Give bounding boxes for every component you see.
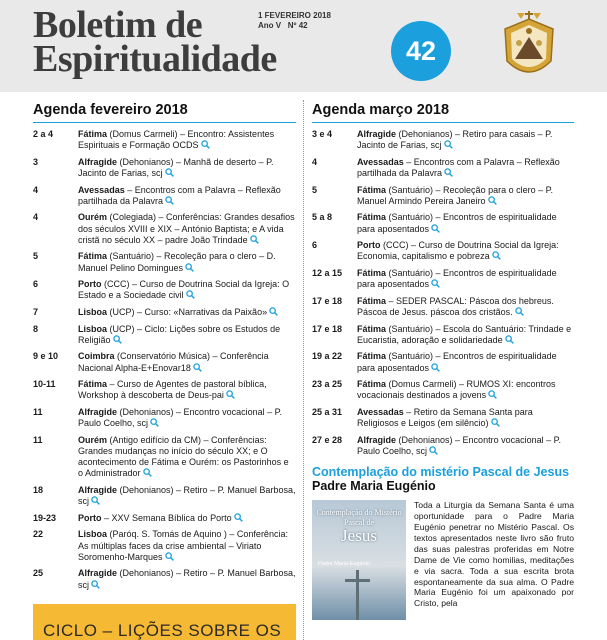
entry-text: (Dehonianos) – Encontro vocacional – P. Paulo Coelho, scj bbox=[78, 406, 282, 429]
issue-date: 1 FEVEREIRO 2018 bbox=[258, 11, 331, 20]
entry-text: (Colegiada) – Conferências: Grandes desafios dos séculos XVIII e XIX – António Baptista; e A vida cristã no século XX – padre João Trindade bbox=[78, 212, 295, 245]
entry-place: Lisboa bbox=[78, 529, 108, 540]
zoom-link-icon[interactable] bbox=[143, 468, 152, 477]
entry-date: 25 bbox=[33, 568, 44, 579]
agenda-entry bbox=[33, 407, 296, 429]
cycle-banner bbox=[33, 604, 296, 640]
book-cover-title bbox=[316, 508, 402, 545]
book-description: Toda a Liturgia da Semana Santa é uma oportunidade para o Padre Maria Eugénio penetrar no Mistério Pascal. Os textos apresentados neste livro são fruto das suas palestras proferidas em Notre Dame de Vie como homilias, meditações e via sacra. Toda a sua escrita brota espontaneamente da sua alma. O Padre Maria Eugénio foi um apaixonado por Cristo, pela bbox=[414, 500, 574, 609]
entry-place: Avessadas bbox=[357, 156, 404, 167]
entry-description bbox=[78, 379, 296, 401]
entry-date: 8 bbox=[33, 323, 39, 334]
zoom-link-icon[interactable] bbox=[515, 307, 524, 316]
zoom-link-icon[interactable] bbox=[150, 418, 159, 427]
entry-text: (Domus Carmeli) – RUMOS XI: encontros vocacionais destinados a jovens bbox=[357, 379, 556, 401]
entry-description bbox=[78, 324, 296, 346]
entry-date: 4 bbox=[33, 184, 39, 195]
entry-text: (Santuário) – Recoleção para o clero – P. Manuel Armindo Pereira Janeiro bbox=[357, 184, 553, 206]
zoom-link-icon[interactable] bbox=[165, 196, 174, 205]
entry-text: – Curso de Agentes de pastoral bíblica, Workshop à descoberta de Deus-pai bbox=[78, 379, 267, 401]
entry-text: (Santuário) – Recoleção para o clero – D. Manuel Pelino Domingues bbox=[78, 251, 276, 273]
newsletter-title bbox=[33, 4, 277, 80]
masthead bbox=[0, 0, 607, 92]
entry-place: Fátima bbox=[78, 379, 108, 390]
agenda-entry bbox=[33, 307, 296, 318]
entry-text: (Dehonianos) – Encontro vocacional – P. Paulo Coelho, scj bbox=[357, 434, 561, 456]
entry-place: Lisboa bbox=[78, 306, 108, 317]
entry-text: (CCC) – Curso de Doutrina Social da Igreja: O Estado e a Sociedade civil bbox=[78, 279, 290, 301]
zoom-link-icon[interactable] bbox=[429, 446, 438, 455]
entry-date: 17 e 18 bbox=[312, 295, 343, 306]
entry-text: (Dehonianos) – Manhã de deserto – P. Jacinto de Farias, scj bbox=[78, 156, 274, 178]
entry-text: (Santuário) – Encontros de espiritualidade para aposentados bbox=[357, 267, 557, 290]
entry-place: Alfragide bbox=[78, 156, 118, 167]
entry-text: (Dehonianos) – Retiro – P. Manuel Barbosa, scj bbox=[78, 484, 296, 507]
entry-date: 11 bbox=[33, 434, 43, 445]
entry-date: 3 e 4 bbox=[312, 129, 333, 139]
entry-description bbox=[78, 157, 296, 179]
zoom-link-icon[interactable] bbox=[193, 363, 202, 372]
cross-icon bbox=[356, 570, 359, 620]
zoom-link-icon[interactable] bbox=[269, 307, 278, 316]
entry-date: 6 bbox=[33, 279, 39, 290]
entry-date: 12 a 15 bbox=[312, 267, 343, 278]
entry-place: Avessadas bbox=[78, 184, 125, 195]
agenda-entry bbox=[312, 407, 574, 429]
agenda-entry bbox=[312, 324, 574, 346]
entry-text: (Santuário) – Encontros de espiritualidade para aposentados bbox=[357, 351, 557, 373]
entry-date: 25 a 31 bbox=[312, 406, 343, 417]
entry-description bbox=[357, 129, 574, 151]
cycle-banner-text: CICLO – LIÇÕES SOBRE OS bbox=[43, 621, 282, 640]
entry-description bbox=[357, 157, 574, 179]
agenda-entry bbox=[33, 513, 296, 524]
entry-description bbox=[78, 513, 296, 524]
entry-text: (Santuário) – Encontros de espiritualidade para aposentados bbox=[357, 212, 557, 234]
entry-place: Lisboa bbox=[78, 323, 108, 334]
zoom-link-icon[interactable] bbox=[113, 335, 122, 344]
agenda-entry bbox=[312, 268, 574, 290]
agenda-entry bbox=[33, 129, 296, 151]
book-cover-title-big: Jesus bbox=[341, 526, 377, 546]
entry-place: Alfragide bbox=[78, 484, 118, 495]
agenda-entry bbox=[33, 185, 296, 207]
entry-description bbox=[357, 296, 574, 318]
entry-place: Coimbra bbox=[78, 351, 115, 362]
zoom-link-icon[interactable] bbox=[444, 140, 453, 149]
entry-place: Porto bbox=[357, 240, 381, 251]
entry-description bbox=[357, 351, 574, 373]
agenda-entry bbox=[33, 279, 296, 301]
title-line-1: Boletim de bbox=[33, 4, 203, 46]
zoom-link-icon[interactable] bbox=[431, 363, 440, 372]
book-author: Padre Maria Eugénio bbox=[312, 479, 436, 494]
entry-date: 9 e 10 bbox=[33, 351, 59, 362]
agenda-entry bbox=[312, 240, 574, 262]
entry-text: – Encontros com a Palavra – Reflexão partilhada da Palavra bbox=[78, 184, 281, 206]
entry-date: 2 a 4 bbox=[33, 129, 54, 139]
entry-place: Fátima bbox=[357, 295, 387, 306]
entry-description bbox=[357, 324, 574, 346]
entry-place: Avessadas bbox=[357, 406, 404, 417]
agenda-entry bbox=[33, 379, 296, 401]
book-cover-title-top: Contemplação do Mistério Pascal de bbox=[316, 508, 402, 527]
zoom-link-icon[interactable] bbox=[185, 263, 194, 272]
issue-year-number bbox=[258, 21, 331, 31]
agenda-february-title: Agenda fevereiro 2018 bbox=[33, 102, 188, 118]
entry-text: (Domus Carmeli) – Encontro: Assistentes Espirituais e Formação OCDS bbox=[78, 129, 275, 151]
entry-place: Fátima bbox=[357, 351, 387, 362]
zoom-link-icon[interactable] bbox=[165, 552, 174, 561]
entry-description bbox=[78, 435, 296, 480]
book-cover-author: Padre Maria-Eugénio bbox=[318, 561, 370, 568]
agenda-entry bbox=[33, 435, 296, 480]
entry-place: Fátima bbox=[357, 267, 387, 278]
zoom-link-icon[interactable] bbox=[250, 235, 259, 244]
agenda-entry bbox=[312, 379, 574, 401]
entry-place: Ourém bbox=[78, 212, 108, 223]
entry-date: 18 bbox=[33, 484, 44, 495]
entry-description bbox=[78, 185, 296, 207]
agenda-february-list bbox=[33, 129, 296, 591]
entry-description bbox=[357, 185, 574, 207]
entry-place: Fátima bbox=[78, 251, 108, 262]
zoom-link-icon[interactable] bbox=[165, 168, 174, 177]
entry-description bbox=[78, 212, 296, 246]
agenda-entry bbox=[312, 157, 574, 179]
agenda-entry bbox=[312, 212, 574, 234]
entry-date: 4 bbox=[33, 212, 39, 223]
agenda-march-title: Agenda março 2018 bbox=[312, 102, 450, 118]
agenda-entry bbox=[33, 351, 296, 373]
agenda-entry bbox=[33, 568, 296, 590]
zoom-link-icon[interactable] bbox=[201, 140, 210, 149]
zoom-link-icon[interactable] bbox=[491, 418, 500, 427]
entry-text: (Dehonianos) – Retiro – P. Manuel Barbosa, scj bbox=[78, 568, 296, 590]
entry-place: Alfragide bbox=[78, 406, 118, 417]
entry-text: – XXV Semana Bíblica do Porto bbox=[101, 512, 232, 523]
agenda-entry bbox=[33, 529, 296, 563]
entry-date: 23 a 25 bbox=[312, 379, 343, 390]
agenda-entry bbox=[312, 435, 574, 457]
zoom-link-icon[interactable] bbox=[488, 390, 497, 399]
agenda-entry bbox=[312, 296, 574, 318]
issue-label: Nº 42 bbox=[287, 21, 308, 30]
entry-description bbox=[357, 212, 574, 234]
entry-description bbox=[78, 529, 296, 563]
entry-place: Alfragide bbox=[357, 434, 397, 445]
entry-place: Alfragide bbox=[78, 568, 118, 579]
entry-date: 4 bbox=[312, 156, 318, 167]
agenda-entry bbox=[33, 251, 296, 273]
entry-description bbox=[78, 251, 296, 273]
entry-date: 7 bbox=[33, 306, 39, 317]
zoom-link-icon[interactable] bbox=[505, 335, 514, 344]
entry-place: Fátima bbox=[357, 323, 387, 334]
entry-text: (UCP) – Ciclo: Lições sobre os Estudos de Religião bbox=[78, 323, 281, 345]
zoom-link-icon[interactable] bbox=[234, 513, 243, 522]
entry-description bbox=[78, 307, 296, 318]
agenda-entry bbox=[312, 185, 574, 207]
entry-date: 11 bbox=[33, 406, 43, 417]
entry-description bbox=[357, 379, 574, 401]
book-feature bbox=[312, 500, 574, 620]
entry-description bbox=[357, 407, 574, 429]
entry-description bbox=[78, 351, 296, 373]
issue-year: Ano V bbox=[258, 21, 282, 30]
entry-text: (Conservatório Música) – Conferência Nacional Alpha-E+Enovar18 bbox=[78, 351, 269, 373]
zoom-link-icon[interactable] bbox=[488, 196, 497, 205]
agenda-entry bbox=[312, 351, 574, 373]
entry-date: 22 bbox=[33, 529, 44, 540]
entry-date: 3 bbox=[33, 156, 39, 167]
zoom-link-icon[interactable] bbox=[431, 224, 440, 233]
agenda-march-list bbox=[312, 129, 574, 457]
entry-date: 6 bbox=[312, 240, 318, 251]
entry-date: 5 bbox=[312, 184, 318, 195]
entry-description bbox=[357, 240, 574, 262]
zoom-link-icon[interactable] bbox=[91, 580, 100, 589]
zoom-link-icon[interactable] bbox=[186, 290, 195, 299]
entry-text: (UCP) – Curso: «Narrativas da Paixão» bbox=[107, 306, 268, 317]
column-divider bbox=[303, 100, 304, 640]
entry-place: Fátima bbox=[357, 212, 387, 223]
issue-number-badge: 42 bbox=[391, 21, 451, 81]
entry-date: 5 bbox=[33, 251, 39, 262]
entry-place: Fátima bbox=[78, 129, 108, 139]
title-line-2: Espiritualidade bbox=[33, 38, 277, 80]
entry-text: – Encontros com a Palavra – Reflexão partilhada da Palavra bbox=[357, 156, 560, 178]
entry-description bbox=[357, 268, 574, 290]
entry-text: – SEDER PASCAL: Páscoa dos hebreus. Páscoa de Jesus. páscoa dos cristãos. bbox=[357, 295, 554, 317]
entry-description bbox=[357, 435, 574, 457]
book-cover[interactable] bbox=[312, 500, 406, 620]
agenda-entry bbox=[33, 157, 296, 179]
zoom-link-icon[interactable] bbox=[444, 168, 453, 177]
entry-date: 19-23 bbox=[33, 512, 57, 523]
book-title: Contemplação do mistério Pascal de Jesus bbox=[312, 465, 570, 480]
agenda-entry bbox=[312, 129, 574, 151]
agenda-february bbox=[33, 100, 296, 596]
entry-description bbox=[78, 129, 296, 151]
zoom-link-icon[interactable] bbox=[226, 390, 235, 399]
entry-place: Fátima bbox=[357, 379, 387, 390]
issue-meta bbox=[258, 11, 331, 31]
agenda-entry bbox=[33, 212, 296, 246]
entry-place: Fátima bbox=[357, 184, 387, 195]
entry-date: 10-11 bbox=[33, 379, 56, 390]
section-rule bbox=[312, 122, 574, 123]
entry-place: Ourém bbox=[78, 434, 108, 445]
agenda-entry bbox=[33, 324, 296, 346]
zoom-link-icon[interactable] bbox=[91, 496, 100, 505]
entry-text: (Dehonianos) – Retiro para casais – P. Jacinto de Farias, scj bbox=[357, 129, 553, 151]
agenda-entry bbox=[33, 485, 296, 507]
entry-date: 27 e 28 bbox=[312, 434, 343, 445]
entry-place: Porto bbox=[78, 512, 102, 523]
zoom-link-icon[interactable] bbox=[492, 251, 501, 260]
section-rule bbox=[33, 122, 296, 123]
agenda-march bbox=[312, 100, 574, 620]
entry-place: Porto bbox=[78, 279, 102, 290]
zoom-link-icon[interactable] bbox=[431, 279, 440, 288]
entry-text: (Santuário) – Escola do Santuário: Trindade e Eucaristia, adoração e solidariedade bbox=[357, 323, 572, 345]
entry-description bbox=[78, 279, 296, 301]
entry-date: 5 a 8 bbox=[312, 212, 333, 223]
entry-description bbox=[78, 485, 296, 507]
entry-date: 17 e 18 bbox=[312, 323, 343, 334]
entry-description bbox=[78, 407, 296, 429]
entry-date: 19 a 22 bbox=[312, 351, 343, 362]
entry-text: (Antigo edifício da CM) – Conferências: Grandes mudanças no início do século XX; e O acontecimento de Fátima e Ourém: os Pastorinhos e o Administrador bbox=[78, 434, 289, 479]
entry-place: Alfragide bbox=[357, 129, 397, 139]
entry-text: (CCC) – Curso de Doutrina Social da Igreja: Economia, capitalismo e pobreza bbox=[357, 240, 559, 262]
entry-description bbox=[78, 568, 296, 590]
carmelite-emblem-icon bbox=[497, 9, 561, 83]
entry-text: – Retiro da Semana Santa para Religiosos e Leigos (em silêncio) bbox=[357, 406, 533, 429]
entry-text: (Paróq. S. Tomás de Aquino ) – Conferência: As múltiplas faces da crise ambiental – Viriato Soromenho-Marques bbox=[78, 529, 288, 562]
